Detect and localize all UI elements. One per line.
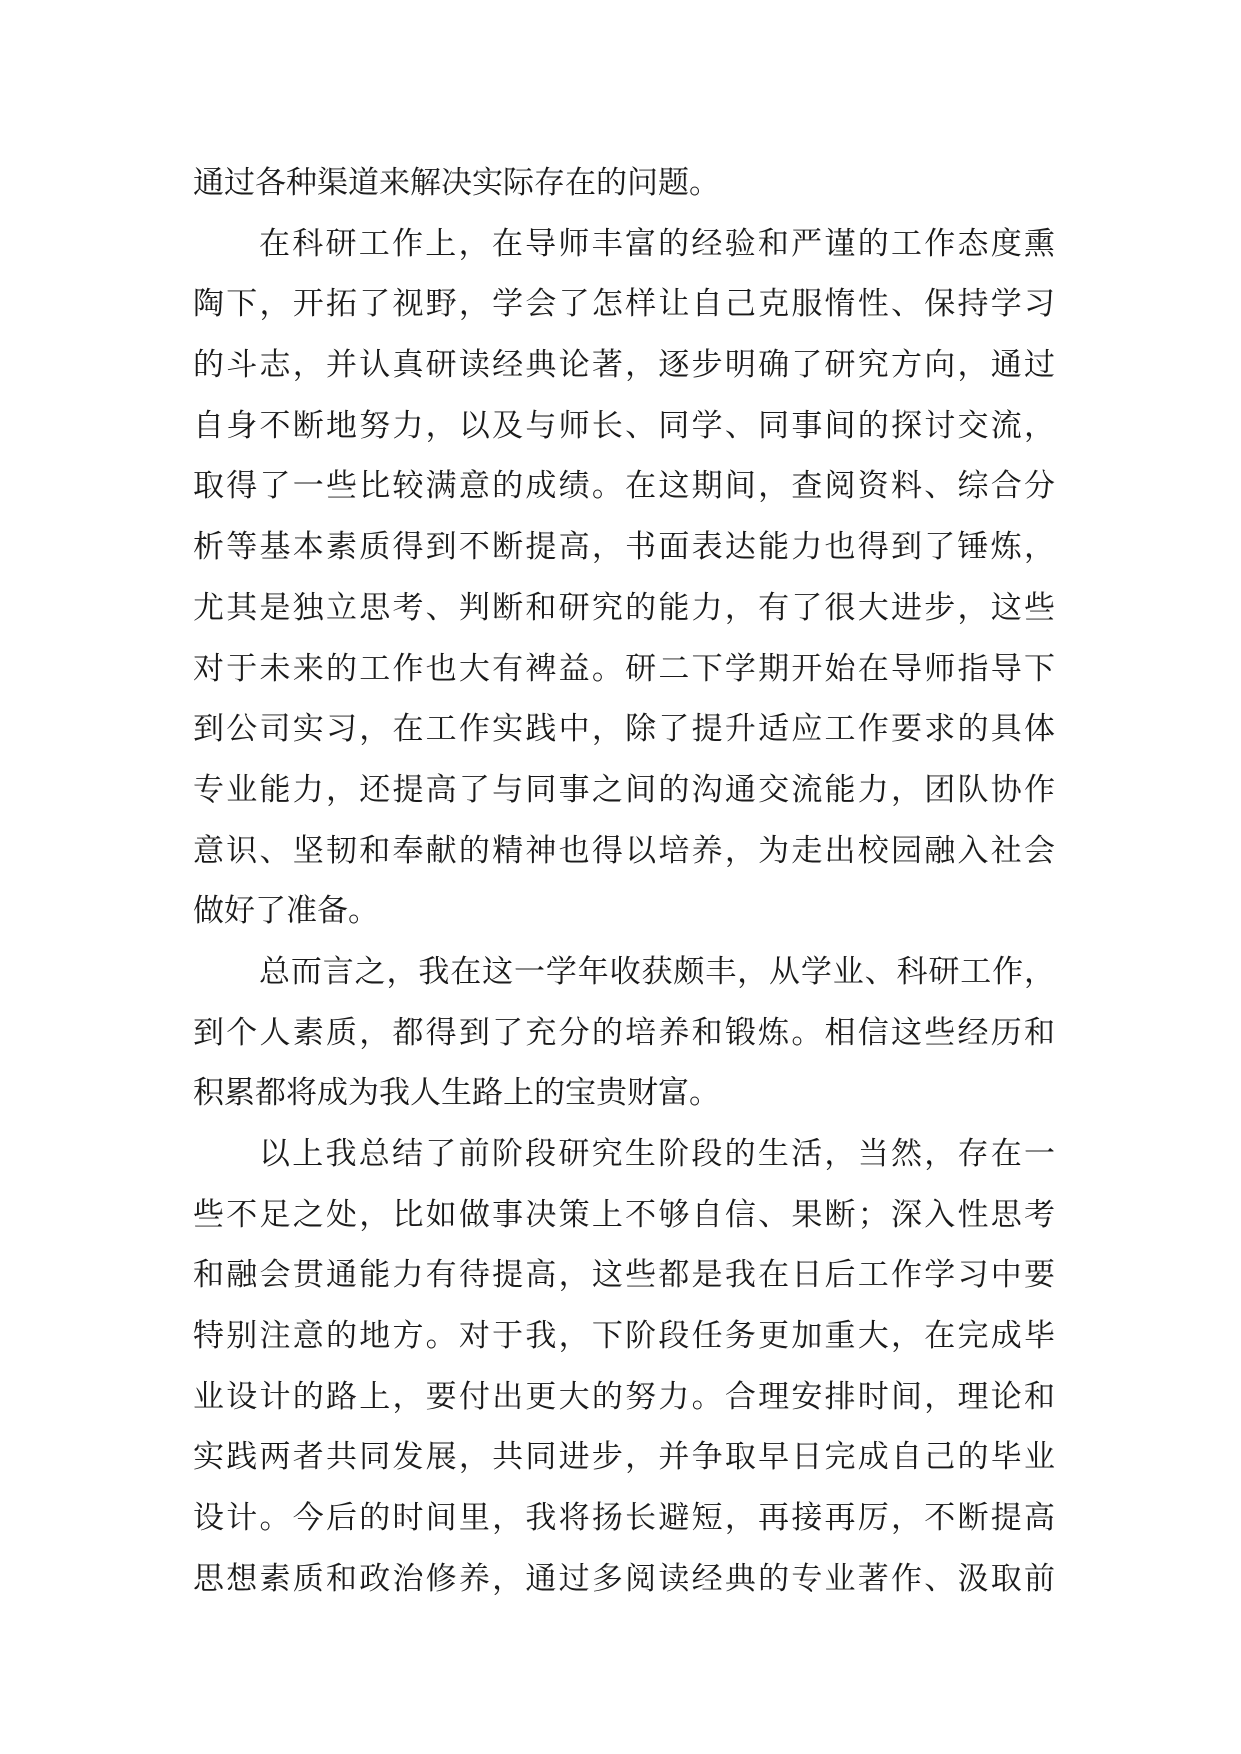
text-line: 自身不断地努力，以及与师长、同学、同事间的探讨交流， [193,407,1055,444]
text-line: 通过各种渠道来解决实际存在的问题。 [193,165,720,201]
text-line: 实践两者共同发展，共同进步，并争取早日完成自己的毕业 [193,1439,1055,1476]
text-line: 到个人素质，都得到了充分的培养和锻炼。相信这些经历和 [193,1014,1055,1051]
text-line: 意识、坚韧和奉献的精神也得以培养，为走出校园融入社会 [193,832,1055,869]
text-line: 积累都将成为我人生路上的宝贵财富。 [193,1075,720,1112]
text-line: 尤其是独立思考、判断和研究的能力，有了很大进步，这些 [193,589,1055,626]
text-line: 的斗志，并认真研读经典论著，逐步明确了研究方向，通过 [193,347,1055,384]
text-line: 析等基本素质得到不断提高，书面表达能力也得到了锤炼， [193,529,1055,566]
text-line: 设计。今后的时间里，我将扬长避短，再接再厉，不断提高 [193,1500,1055,1537]
text-line: 业设计的路上，要付出更大的努力。合理安排时间，理论和 [193,1378,1055,1415]
text-line: 专业能力，还提高了与同事之间的沟通交流能力，团队协作 [193,771,1055,808]
text-line: 在科研工作上，在导师丰富的经验和严谨的工作态度熏 [259,225,1055,262]
text-line: 取得了一些比较满意的成绩。在这期间，查阅资料、综合分 [193,468,1055,505]
paragraph-research-work [193,214,1055,942]
text-line: 总而言之，我在这一学年收获颇丰，从学业、科研工作， [259,953,1055,990]
paragraph-summary [193,942,1055,1124]
text-line: 思想素质和政治修养，通过多阅读经典的专业著作、汲取前 [193,1560,1055,1597]
paragraph-shortcomings [193,1124,1055,1610]
text-line: 到公司实习，在工作实践中，除了提升适应工作要求的具体 [193,711,1055,748]
document-page [193,153,1055,1610]
text-line: 陶下，开拓了视野，学会了怎样让自己克服惰性、保持学习 [193,286,1055,323]
text-line: 和融会贯通能力有待提高，这些都是我在日后工作学习中要 [193,1257,1055,1294]
text-line: 特别注意的地方。对于我，下阶段任务更加重大，在完成毕 [193,1318,1055,1355]
paragraph-continued [193,153,1055,214]
text-line: 以上我总结了前阶段研究生阶段的生活，当然，存在一 [259,1136,1055,1172]
text-line: 些不足之处，比如做事决策上不够自信、果断；深入性思考 [193,1196,1055,1233]
text-line: 做好了准备。 [193,893,379,930]
text-line: 对于未来的工作也大有裨益。研二下学期开始在导师指导下 [193,650,1055,687]
